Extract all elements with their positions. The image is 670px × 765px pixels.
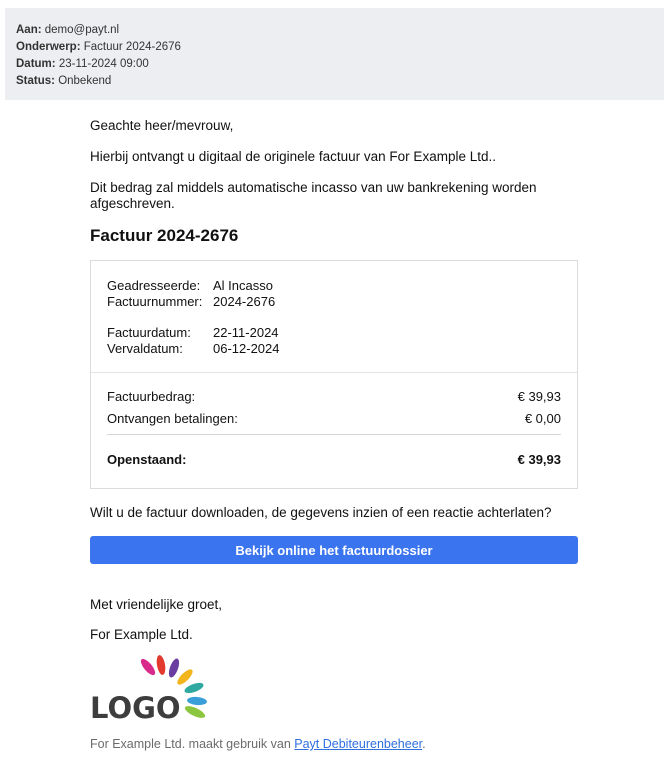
- addressee-row: Geadresseerde: Al Incasso: [107, 278, 273, 293]
- received-payments-row: Ontvangen betalingen: € 0,00: [107, 411, 561, 426]
- status-value: Onbekend: [58, 75, 112, 87]
- received-payments-value: € 0,00: [524, 411, 561, 426]
- subject-line: Onderwerp: Factuur 2024-2676: [16, 41, 181, 53]
- incasso-text: Dit bedrag zal middels automatische incasso van uw bankrekening worden afgeschreven.: [90, 180, 537, 211]
- to-line: Aan: demo@payt.nl: [16, 24, 120, 36]
- due-date-value: 06-12-2024: [213, 341, 280, 356]
- invoice-amount-row: Factuurbedrag: € 39,93: [107, 389, 561, 404]
- question-text: Wilt u de factuur downloaden, de gegevens inzien of een reactie achterlaten?: [90, 505, 552, 520]
- company-logo: [90, 655, 215, 725]
- invoice-date-value: 22-11-2024: [213, 325, 279, 340]
- view-invoice-dossier-button[interactable]: Bekijk online het factuurdossier: [90, 536, 578, 564]
- outstanding-row: Openstaand: € 39,93: [107, 452, 561, 467]
- closing-text: Met vriendelijke groet,: [90, 597, 223, 612]
- email-header: [5, 8, 664, 100]
- invoice-summary-box: [90, 260, 578, 489]
- divider: [107, 434, 561, 435]
- invoice-amount-value: € 39,93: [517, 389, 561, 404]
- logo-wordmark: LOGO: [90, 691, 181, 725]
- due-date-row: Vervaldatum: 06-12-2024: [107, 341, 280, 356]
- footer-text: For Example Ltd. maakt gebruik van Payt Debiteurenbeheer.: [90, 737, 426, 751]
- company-name: For Example Ltd.: [90, 627, 193, 642]
- invoice-number-row: Factuurnummer: 2024-2676: [107, 294, 276, 309]
- status-line: Status: Onbekend: [16, 75, 112, 87]
- payt-link[interactable]: Payt Debiteurenbeheer: [294, 737, 423, 751]
- invoice-date-row: Factuurdatum: 22-11-2024: [107, 325, 279, 340]
- subject-value: Factuur 2024-2676: [83, 41, 181, 53]
- outstanding-value: € 39,93: [517, 452, 561, 467]
- intro-text: Hierbij ontvangt u digitaal de originele factuur van For Example Ltd..: [90, 149, 496, 164]
- invoice-title: Factuur 2024-2676: [90, 226, 239, 245]
- invoice-number-value: 2024-2676: [213, 294, 276, 309]
- divider: [91, 372, 577, 373]
- addressee-value: Al Incasso: [213, 278, 273, 293]
- greeting-text: Geachte heer/mevrouw,: [90, 118, 234, 133]
- to-value: demo@payt.nl: [44, 24, 120, 36]
- date-value: 23-11-2024 09:00: [58, 58, 149, 70]
- date-line: Datum: 23-11-2024 09:00: [16, 58, 149, 70]
